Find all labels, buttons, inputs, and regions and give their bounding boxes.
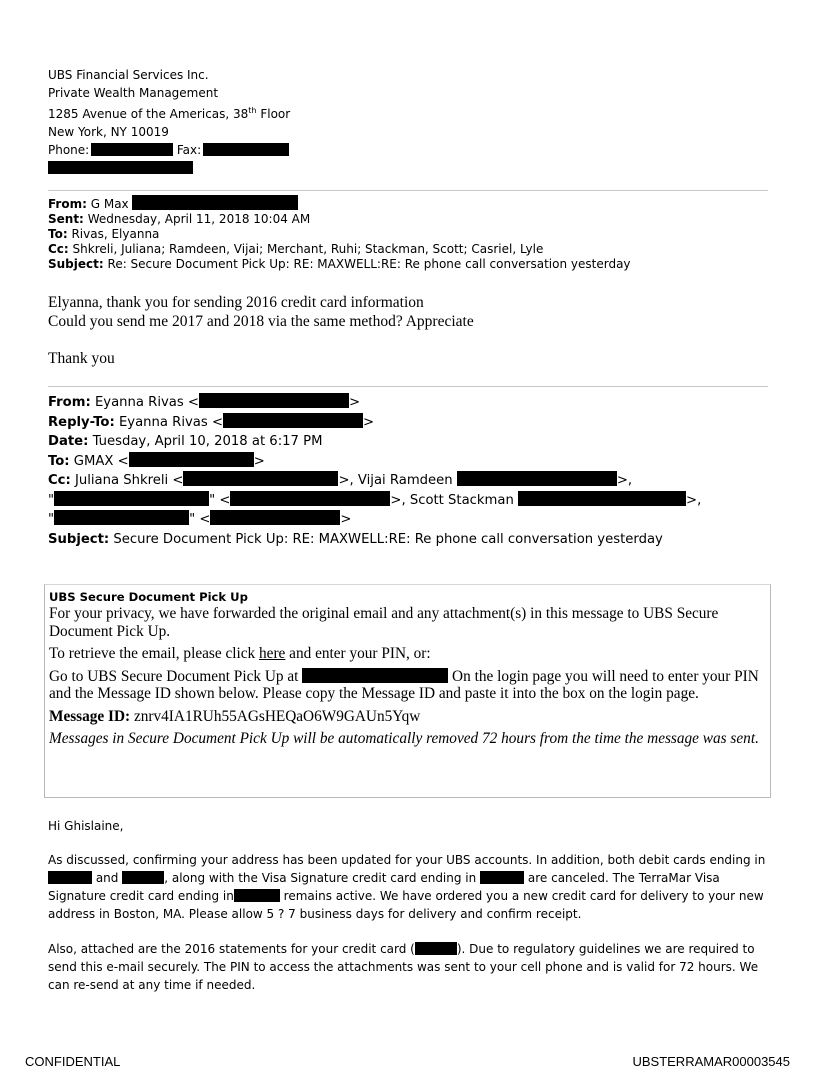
to-line: To: Rivas, Elyanna <box>48 227 160 241</box>
from-line: From: G Max <box>48 195 631 212</box>
greeting: Hi Ghislaine, <box>48 819 124 833</box>
secure-document-notice <box>44 584 771 798</box>
redaction <box>48 161 193 174</box>
message-id-label: Message ID: <box>49 707 131 725</box>
privacy-text: For your privacy, we have forwarded the original email and any attachment(s) in this message to UBS Secure Document Pick Up. <box>49 605 719 640</box>
from-line: From: Eyanna Rivas < > <box>48 395 361 410</box>
retrieve-text: To retrieve the email, please click here and enter your PIN, or: <box>49 645 431 662</box>
confidential-label: CONFIDENTIAL <box>25 1054 121 1069</box>
email-header-2 <box>48 393 701 549</box>
body-paragraph-1: As discussed, confirming your address has been updated for your UBS accounts. In addition, both debit cards ending in and , along with the Visa Signature credit card ending in are canceled. The TerraMar Visa Signature credit card ending in remains active. We have ordered you a new credit card for delivery to your new address in Boston, MA. Please allow 5 ? 7 business days for delivery and confirm receipt. <box>48 853 766 921</box>
redaction <box>183 471 338 486</box>
redaction <box>234 889 280 902</box>
removal-notice: Messages in Secure Document Pick Up will be automatically removed 72 hours from the time the message was sent. <box>49 730 759 747</box>
sender-address-block <box>48 66 290 177</box>
street-address: 1285 Avenue of the Americas, 38th Floor <box>48 106 291 121</box>
goto-text: Go to UBS Secure Document Pick Up at On the login page you will need to enter your PIN and the Message ID shown below. Please copy the Message ID and paste it into the box on the login page. <box>49 667 759 702</box>
email-1-signoff: Thank you <box>48 350 115 367</box>
bates-number: UBSTERRAMAR00003545 <box>632 1054 790 1069</box>
redaction <box>54 491 209 506</box>
date-line: Date: Tuesday, April 10, 2018 at 6:17 PM <box>48 434 323 449</box>
redaction <box>91 143 173 156</box>
redaction <box>199 393 349 408</box>
redaction <box>415 942 457 955</box>
cc-line-3: " " < > <box>48 512 352 527</box>
redaction <box>122 871 164 884</box>
email-header-1 <box>48 195 631 272</box>
sent-line: Sent: Wednesday, April 11, 2018 10:04 AM <box>48 212 311 226</box>
message-id-value: znrv4IA1RUh55AGsHEQaO6W9GAUn5Yqw <box>133 707 421 725</box>
retrieve-link[interactable]: here <box>259 645 286 662</box>
redaction <box>54 510 189 525</box>
cc-line: Cc: Shkreli, Juliana; Ramdeen, Vijai; Merchant, Ruhi; Stackman, Scott; Casriel, Lyle <box>48 242 544 256</box>
secure-notice-title: UBS Secure Document Pick Up <box>49 590 248 604</box>
divider <box>48 386 768 387</box>
email-line <box>48 159 290 177</box>
redaction <box>203 143 289 156</box>
redaction <box>132 195 298 210</box>
body-paragraph-2: Also, attached are the 2016 statements for your credit card ( ). Due to regulatory guidelines we are required to send this e-mail securely. The PIN to access the attachments was sent to your cell phone and is valid for 72 hours. We can re-send at any time if needed. <box>48 942 759 992</box>
cc-line-2: " " < >, Scott Stackman >, <box>48 492 702 508</box>
redaction <box>129 452 254 467</box>
message-id-line <box>49 708 766 726</box>
redaction <box>302 668 448 683</box>
cc-line: Cc: Juliana Shkreli < >, Vijai Ramdeen >, <box>48 473 633 488</box>
division-name: Private Wealth Management <box>48 86 219 100</box>
redaction <box>223 413 363 428</box>
divider <box>48 190 768 191</box>
email-1-body: Elyanna, thank you for sending 2016 credit card information Could you send me 2017 and 2018 via the same method? Appreciate <box>48 294 474 330</box>
reply-to-line: Reply-To: Eyanna Rivas < > <box>48 414 375 430</box>
company-name: UBS Financial Services Inc. <box>48 68 209 82</box>
redaction <box>210 510 340 525</box>
phone-label: Phone: <box>48 143 90 157</box>
redaction <box>230 491 390 506</box>
fax-label: Fax: <box>176 143 202 157</box>
redaction <box>518 491 686 506</box>
city-line: New York, NY 10019 <box>48 125 169 139</box>
subject-line: Subject: Re: Secure Document Pick Up: RE: MAXWELL:RE: Re phone call conversation yesterday <box>48 257 631 271</box>
redaction <box>480 871 524 884</box>
to-line: To: GMAX < > <box>48 453 265 469</box>
redaction <box>48 871 92 884</box>
redaction <box>457 471 617 486</box>
subject-line: Subject: Secure Document Pick Up: RE: MAXWELL:RE: Re phone call conversation yesterday <box>48 531 663 547</box>
phone-fax-line <box>48 141 290 159</box>
